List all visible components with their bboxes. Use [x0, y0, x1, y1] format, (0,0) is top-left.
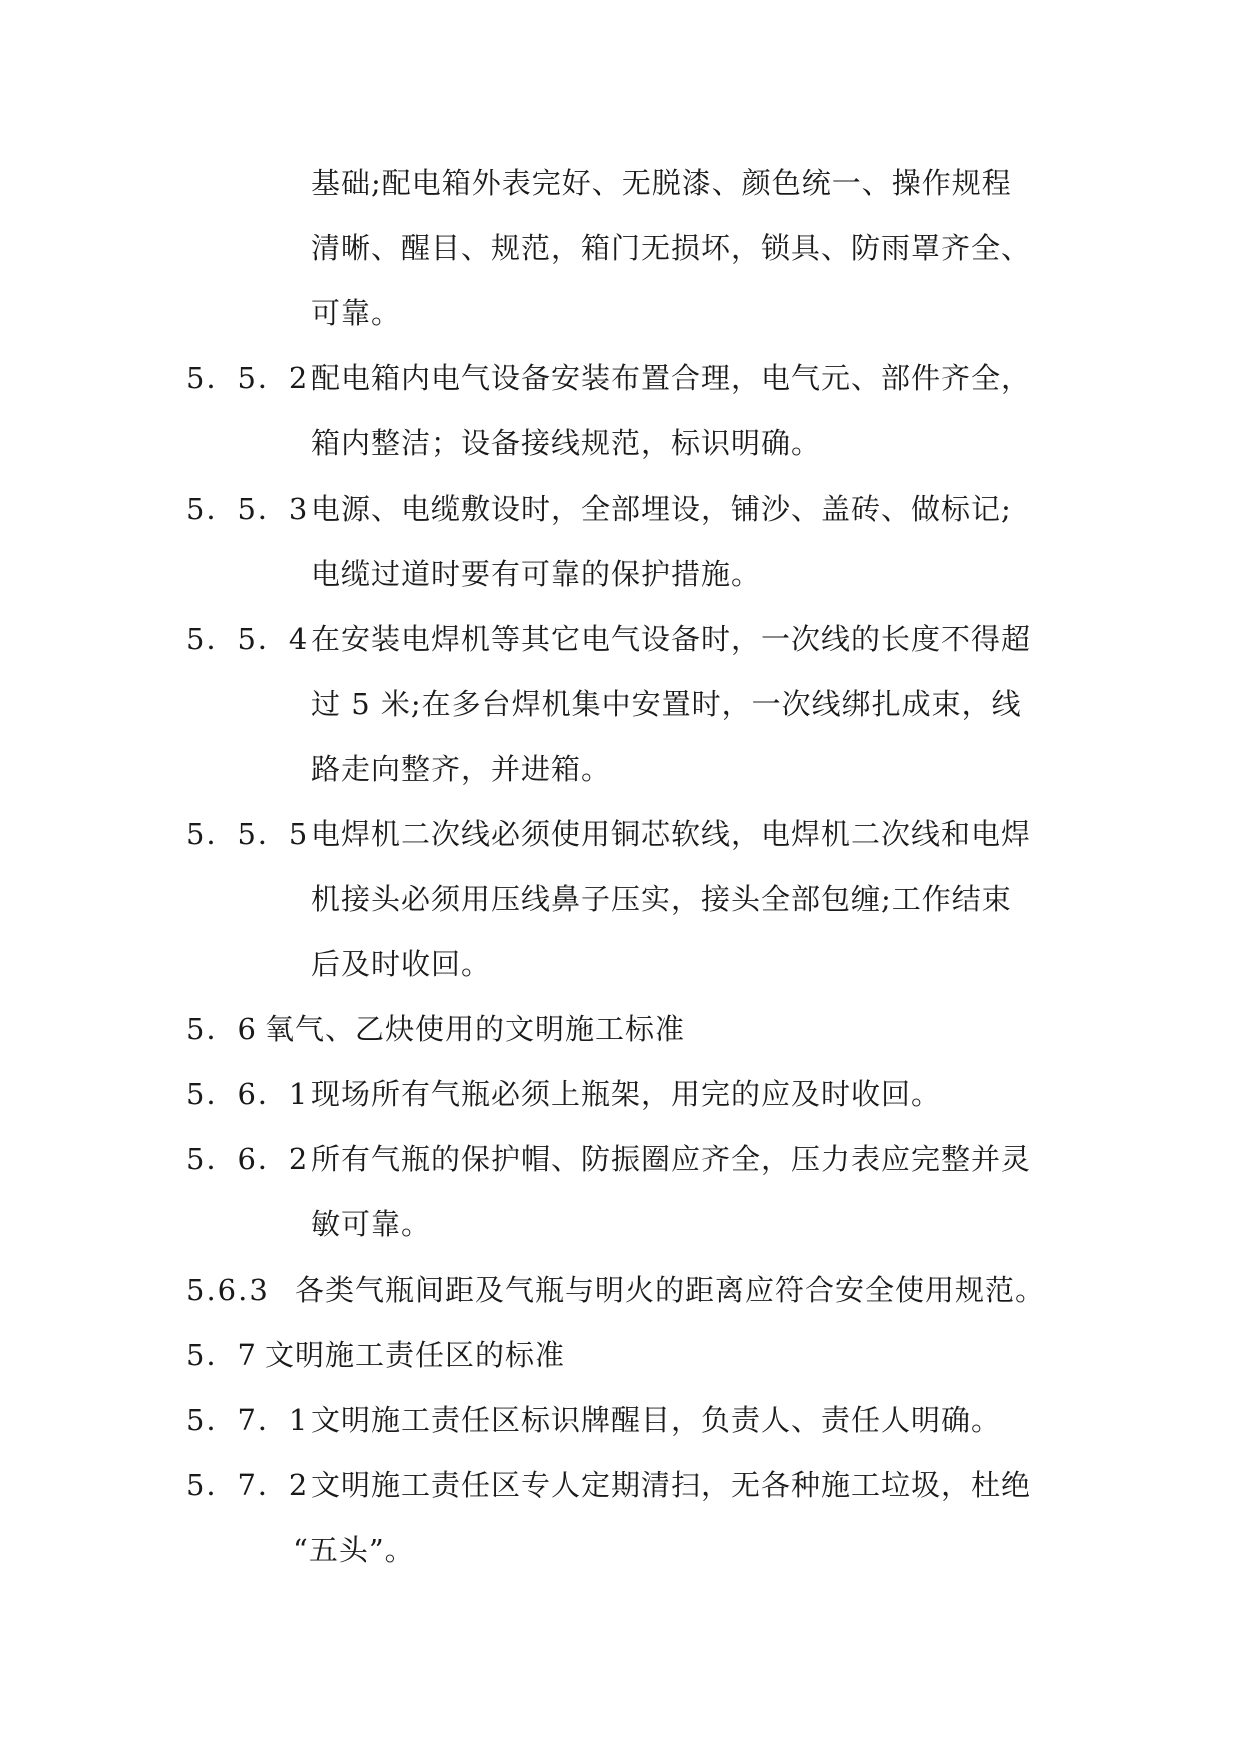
clause-number: 5．5．5 — [186, 817, 310, 851]
clause-5-7-1 — [186, 1400, 1001, 1440]
text-line — [311, 879, 1012, 919]
line-text: 配电箱内电气设备安装布置合理，电气元、部件齐全， — [311, 361, 1032, 395]
clause-5-6-3 — [186, 1270, 1045, 1310]
line-text: 在安装电焊机等其它电气设备时，一次线的长度不得超 — [311, 622, 1032, 656]
clause-5-5-5 — [186, 814, 1031, 854]
line-text: “五头”。 — [293, 1533, 415, 1567]
line-text: 可靠。 — [311, 296, 402, 330]
clause-number: 5．7．1 — [186, 1403, 310, 1437]
line-text: 氧气、乙炔使用的文明施工标准 — [265, 1012, 686, 1046]
line-text: 各类气瓶间距及气瓶与明火的距离应符合安全使用规范。 — [295, 1273, 1046, 1307]
text-line — [311, 423, 821, 463]
clause-number: 5．7．2 — [186, 1468, 310, 1502]
clause-5-5-4 — [186, 619, 1031, 659]
line-text: 后及时收回。 — [311, 947, 492, 981]
clause-5-6-2 — [186, 1139, 1031, 1179]
clause-5-5-3 — [186, 489, 1012, 529]
clause-number: 5．5．4 — [186, 622, 310, 656]
line-text: 敏可靠。 — [311, 1207, 432, 1241]
text-line — [311, 1204, 431, 1244]
line-text: 文明施工责任区的标准 — [265, 1338, 566, 1372]
line-text: 电缆过道时要有可靠的保护措施。 — [311, 557, 762, 591]
clause-number: 5．6 — [186, 1012, 258, 1046]
line-text: 箱内整洁；设备接线规范，标识明确。 — [311, 426, 822, 460]
line-text: 机接头必须用压线鼻子压实，接头全部包缠;工作结束 — [311, 882, 1012, 916]
text-line — [311, 293, 401, 333]
line-text: 所有气瓶的保护帽、防振圈应齐全，压力表应完整并灵 — [311, 1142, 1032, 1176]
clause-number: 5．5．2 — [186, 361, 310, 395]
text-line — [311, 684, 1022, 724]
line-text: 文明施工责任区专人定期清扫，无各种施工垃圾，杜绝 — [311, 1468, 1032, 1502]
clause-5-5-2 — [186, 358, 1031, 398]
clause-5-6-1 — [186, 1074, 941, 1114]
section-5-7-heading — [186, 1335, 565, 1375]
text-line — [311, 163, 1012, 203]
line-text: 过 5 米;在多台焊机集中安置时，一次线绑扎成束，线 — [311, 687, 1022, 721]
clause-number: 5．6．2 — [186, 1142, 310, 1176]
clause-number: 5．6．1 — [186, 1077, 310, 1111]
clause-number: 5.6.3 — [186, 1273, 270, 1307]
text-line — [311, 749, 611, 789]
text-line — [311, 228, 1031, 268]
section-5-6-heading — [186, 1009, 685, 1049]
line-text: 文明施工责任区标识牌醒目，负责人、责任人明确。 — [311, 1403, 1002, 1437]
line-text: 清晰、醒目、规范，箱门无损坏，锁具、防雨罩齐全、 — [311, 231, 1032, 265]
line-text: 基础;配电箱外表完好、无脱漆、颜色统一、操作规程 — [311, 166, 1012, 200]
clause-number: 5．5．3 — [186, 492, 310, 526]
clause-number: 5．7 — [186, 1338, 258, 1372]
line-text: 电源、电缆敷设时，全部埋设，铺沙、盖砖、做标记; — [311, 492, 1012, 526]
line-text: 现场所有气瓶必须上瓶架，用完的应及时收回。 — [311, 1077, 942, 1111]
clause-5-7-2 — [186, 1465, 1031, 1505]
text-line — [311, 944, 491, 984]
text-line — [293, 1530, 415, 1570]
line-text: 电焊机二次线必须使用铜芯软线，电焊机二次线和电焊 — [311, 817, 1032, 851]
line-text: 路走向整齐，并进箱。 — [311, 752, 612, 786]
text-line — [311, 554, 761, 594]
